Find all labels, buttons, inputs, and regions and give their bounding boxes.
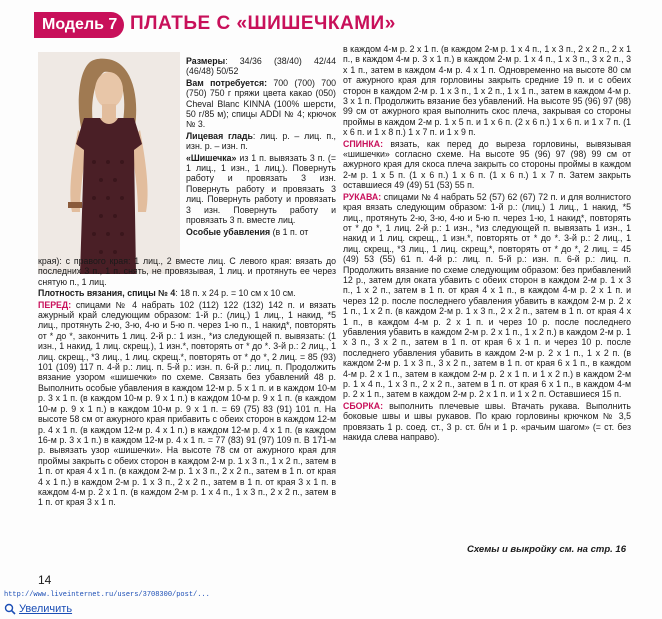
stockinette-label: Лицевая гладь: [186, 130, 253, 141]
needed-text: 700 (700) 700 (750) 750 г пряжи цвета какао (050) Cheval Blanc KINNA (100% шерсти, 50 г/85 м); спицы ADDI № 4; крючок № 3.: [186, 77, 336, 130]
needed-label: Вам потребуется:: [186, 77, 268, 88]
back-label: СПИНКА:: [343, 138, 384, 149]
density-label: Плотность вязания, спицы № 4: [38, 288, 176, 299]
assembly-label: СБОРКА:: [343, 400, 384, 411]
stockinette-text: : лиц. р. – лиц. п., изн. р. – изн. п.: [186, 130, 337, 152]
dress-photo-illustration: [38, 52, 180, 274]
front-continuation: в каждом 4-м р. 2 х 1 п. (в каждом 2-м р. 1 х 4 п., 1 х 3 п., 2 х 2 п., 2 х 1 п., в каждом 4-м р. 3 х 1 п.) в каждом 2-м р. 1 х 4 п., 1 х 3 п., 3 х 2 п., 3 х 1 п., затем в каждом 4-м р. 4 х 1 п. Одновременно на высоте 80 см от ажурного края для горловины закрыть средние 19 п. и с обеих сторон в каждом 2-м р. 1 х 3 п., 1 х 2 п., 1 х 1 п., затем в каждом 4-м р. 3 х 1 п. Продолжить вязание без убавлений. На высоте 95 (96) 97 (98) 99 см от ажурного края выполнить скос плеча, закрывая со стороны проймы в каждом 2-м р. 1 х 5 п. и 1 х 6 п. (2 х 6 п.) 1 х 6 п. и 1 х 7 п. (1 х 6 п. и 1 х 8 п.) 1 х 7 п. и 1 х 9 п.: [343, 44, 631, 138]
decrease-continuation: края): с правого края: 1 лиц., 2 вместе лиц. С левого края: вязать до последних 3 п., 1 п. снять, не провязывая, 1 лиц. и протянуть ее через снятую п., 1 лиц.: [38, 256, 336, 287]
zoom-label[interactable]: Увеличить: [19, 603, 73, 615]
magnifier-icon: [4, 603, 16, 615]
front-label: ПЕРЕД:: [38, 299, 72, 310]
model-photo: [38, 52, 180, 274]
front-instructions: [38, 256, 336, 509]
bobble-text: из 1 п. вывязать 3 п. (= 1 лиц., 1 изн., 1 лиц.). Повернуть работу и провязать 3 изн. Повернуть работу и провязать 3 лиц. Повернуть работу и провязать 3 изн. Повернуть работу и провязать 3 п. вместе лиц.: [186, 152, 336, 226]
decrease-text: (в 1 п. от: [270, 226, 309, 237]
sizes-label: Размеры: [186, 56, 226, 66]
page-number: 14: [38, 573, 52, 587]
schemes-reference-note: Схемы и выкройку см. на стр. 16: [467, 544, 626, 555]
sleeve-text: спицами № 4 набрать 52 (57) 62 (67) 72 п. и для волнистого края вязать следующим образом: 1-й р.: (лиц.) 1 лиц., 1 накид, *5 лиц., протянуть 2-ю, 3-ю, 4-ю и 5-ю п. через 1-ю, 1 накид*, повторять от * до *, 1 лиц. 2-й р.: 1 изн., *из следующей п. вывязать 1 изн., 1 накид и 1 лиц. скрещ., 1 изн.*, повторять от * до *. 3-й р.: 2 лиц., 1 лиц. скрещ., *3 лиц., 1 лиц. скрещ.*, повторять от * до *, 2 лиц. = 45 (49) 53 (55) 61 п. 4-й р.: лиц. п. 5-й р.: изн. п. 6-й р.: лиц. п. Продолжить вязание по схеме следующим образом: без прибавлений 12 р., затем для оката убавить с обеих сторон в каждом 2-м р. 1 х 3 п., 1 х 2 п., затем в 1 п. от края 4 х 1 п., в каждом 4-м р. 2 х 1 п. и через 12 р. после последнего убавления убавить в каждом 2-м р. 2 х 1 п., 1 х 2 п. (в каждом 2-м р. 1 х 3 п., 2 х 2 п., затем в 1 п. от края 4 х 1 п., в каждом 4-м р. 2 х 1 п. и через 10 р. после последнего убавления убавить в каждом 2-м р. 2 х 1 п., 1 х 2 п.) в каждом 2-м р. 1 х 3 п., 3 х 2 п., затем в 1 п. от края 6 х 1 п. и через 10 р. после последнего убавления убавить в каждом 2-м р. 2 х 1 п., 1 х 2 п. (в каждом 2-м р. 1 х 3 п., 3 х 2 п., затем в 1 п. от края 6 х 1 п., в каждом 4-м р. 2 х 1 п., затем в каждом 2-м р. 2 х 1 п. и 1 х 2 п.) в каждом 2-м р. 1 х 4 п., 1 х 3 п., 2 х 2 п., затем в 1 п. от края 6 х 1 п., в каждом 4-м р. 2 х 1 п., затем в каждом 2-м р. 2 х 1 п. и 1 х 2 п. Оставшиеся 15 п.: [343, 191, 631, 400]
page-title: ПЛАТЬЕ С «ШИШЕЧКАМИ»: [130, 13, 396, 34]
decrease-label: Особые убавления: [186, 226, 271, 237]
source-url[interactable]: http://www.liveinternet.ru/users/3708300/post/...: [4, 591, 210, 599]
zoom-link[interactable]: [4, 603, 72, 615]
density-text: : 18 п. х 24 р. = 10 см х 10 см.: [175, 288, 296, 299]
front-text: спицами № 4 набрать 102 (112) 122 (132) 142 п. и вязать ажурный край следующим образом: 1-й р.: (лиц.) 1 лиц., 1 накид, *5 лиц., протянуть 2-ю, 3-ю, 4-ю и 5-ю п. через 1-ю п., 1 накид*, повторять от * до *, закончить 1 лиц. 2-й р.: 1 изн., *из следующей п. вывязать: (1 изн., 1 накид, 1 лиц. скрещ.), 1 изн.*, повторять от * до *. 3-й р.: 2 лиц., 1 лиц. скрещ., *3 лиц., 1 лиц. скрещ.*, повторять от * до *, 2 лиц. = 85 (93) 101 (109) 117 п. 4-й р.: лиц. п. 5-й р.: изн. п. 6-й р.: лиц. п. Продолжить вязание узором «шишечки» по схеме. Связать без убавлений 48 р. Выполнить особые убавления в каждом 12-м р. 5 х 1 п. и в каждом 10-м р. 3 х 1 п. (в каждом 10-м р. 9 х 1 п.) в каждом 10-м р. 9 х 1 п. (в каждом 10-м р. 9 х 1 п.) в каждом 10-м р. 9 х 1 п. = 69 (75) 83 (91) 101 п. На высоте 58 см от ажурного края прибавить с обеих сторон в каждом 12-м р. 4 х 1 п. (в каждом 12-м р. 4 х 1 п.) в каждом 12-м р. 4 х 1 п. (в каждом 16-м р. 3 х 1 п.) в каждом 12-м р. 4 х 1 п. = 77 (83) 91 (97) 109 п. В 171-м р. вывязать узор «шишечки». На высоте 78 см от ажурного края для проймы закрыть с обеих сторон в каждом 2-м р. 1 х 3 п., 1 х 2 п., затем в 1 п. от края 4 х 1 п. (в каждом 2-м р. 1 х 3 п., 2 х 2 п., затем в 1 п. от края 4 х 1 п.) в каждом 2-м р. 1 х 3 п., 2 х 2 п., затем в 1 п. от края 3 х 1 п. в каждом 4-м р. 2 х 1 п. (в каждом 2-м р. 1 х 4 п., 1 х 3 п., 2 х 2 п., затем в 1 п. от края 3 х 1 п.: [38, 299, 336, 508]
bobble-label: «Шишечка»: [186, 152, 237, 163]
materials-block: [186, 56, 336, 238]
back-text: вязать, как перед до выреза горловины, вывязывая «шишечки» согласно схеме. На высоте 95 (96) 97 (98) 99 см от ажурного края для скоса плеча закрыть со стороны проймы в каждом 2-м р. 1 х 5 п. (1 х 6 п.) 1 х 6 п. (1 х 6 п.) 1 х 7 п. Затем закрыть оставшиеся 49 (49) 51 (53) 55 п.: [343, 138, 631, 191]
assembly-text: выполнить плечевые швы. Втачать рукава. Выполнить боковые швы и швы рукавов. По краю горловины крючком № 3,5 провязать 1 р. соед. ст., 3 р. ст. б/н и 1 р. «рачьим шагом» (= ст. без накида слева направо).: [343, 400, 631, 443]
right-column: [343, 44, 631, 443]
sizes-text: : 34/36 (38/40) 42/44 (46/48) 50/52: [186, 56, 336, 77]
sleeve-label: РУКАВА:: [343, 191, 382, 202]
model-badge: Модель 7: [34, 12, 124, 38]
